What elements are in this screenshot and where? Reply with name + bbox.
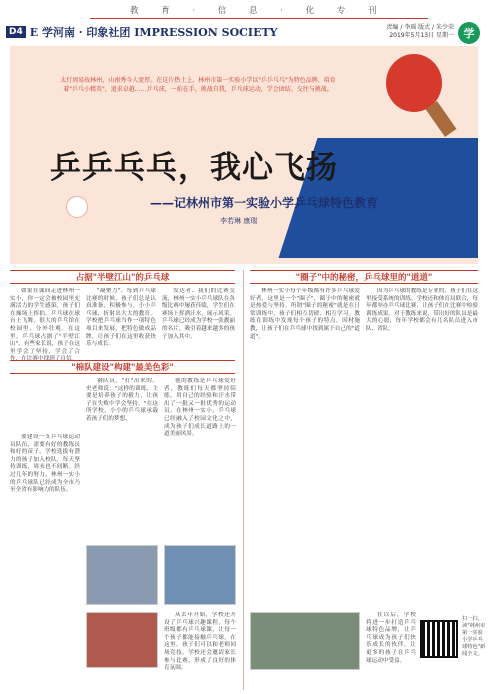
article3-text-1: 要建设一支乒乓球运动员队伍，需要有好的教练员和好的苗子。学校选拔有潜力的孩子加入校队，每天坚持训练，周末也不间断。经过几年的努力，林州一实小的乒乓球队已经成为全市乃至全省有影响力的队伍。 — [10, 434, 80, 494]
table-photo — [250, 612, 360, 670]
ping-pong-ball-icon — [66, 196, 88, 218]
article1-column-3 — [162, 288, 235, 358]
article-title-circle-secret: "圈子"中的秘密，乒乓球里的"道道" — [250, 270, 478, 284]
article3-text-4: 从去年开始，学校还开设了乒乓球兴趣课程，每个班级都有乒乓球课，让每一个孩子都能接触乒乓球。在这里，孩子们可以和老师同场竞技，学校还会邀请家长参与比赛，形成了良好的体育氛围。 — [164, 612, 236, 672]
hero-headline: 乒乒乓乓，我心飞扬 — [50, 150, 338, 186]
date-line: 2019年5月13日 星期一 — [389, 32, 454, 39]
team-photo — [86, 545, 158, 605]
article3-column-3 — [164, 378, 236, 538]
article3-column-1 — [10, 434, 80, 689]
article3-text-2: 钢队员，"打"出来的。史老师说："这样的训练，主要是培养孩子的毅力，让孩子在失败中学会坚持。"在这所学校，小小的乒乓球承载着孩子们的梦想。 — [86, 378, 158, 422]
masthead-band — [0, 0, 488, 22]
article1-text-2: "凝聚力"。每到乒乓球比赛的时候，孩子们总是认真准备、积极参与。小小乒乓球，折射出大大的教育。学校把乒乓球当作一项特色项目来发展，把特色做成品牌，让孩子们在这里收获快乐与成长。 — [86, 288, 156, 348]
article3-column-2 — [86, 378, 158, 538]
hero-byline: 李若琳 康瑞 — [220, 217, 258, 225]
column-divider — [243, 270, 244, 690]
match-photo — [86, 612, 158, 668]
article-title-half-country: 占据"半壁江山"的乒乓球 — [10, 270, 235, 284]
qr-caption: 扫一扫，读"林州市第一实验小学乒乓球特色"新闻全文。 — [462, 616, 486, 657]
paddle-handle-illustration — [426, 101, 457, 137]
article2-text-2: 因为乒乓球的教练是专业的，孩子们在这里接受系统的训练。学校还和体育局联合，每年都举办乒乓球比赛，让孩子们在比赛中检验训练成果。对于教练来说，带出好的队员是最大的心愿，每年学校都会有几名队员进入市队、省队。 — [366, 288, 478, 332]
qr-code-icon[interactable] — [420, 620, 458, 658]
article3-text-3: 他的教练是乒乓球爱好者，教练们每天都坚持陪练，用自己的经验和汗水带出了一批又一批优秀的运动员。在林州一实小，乒乓球已经融入了校园文化之中，成为孩子们成长道路上的一道美丽风景。 — [164, 378, 236, 438]
article2-column-2 — [366, 288, 478, 608]
article1-text-3: 发达者、我们的比赛交流，林州一实小乒乓球队在各级比赛中屡获佳绩，学生们在赛场上挥洒汗水，展示风采。乒乓球已经成为学校一张靓丽的名片，吸引着越来越多的孩子加入其中。 — [162, 288, 235, 340]
section-header — [6, 24, 278, 40]
training-photo — [164, 545, 236, 605]
article1-column-1 — [10, 288, 80, 428]
article2-column-1 — [250, 288, 360, 608]
article1-text-1: 如果在课间走进林州一实小，你一定会被校园里充满活力的学生感染，孩子们在操场上挥拍，乒乓球在球台上飞舞。很大的乒乓馆在校园里，分外壮观。在这里，乒乓球占据了"半壁江山"。有些家长说，孩子在这里学会了坚持，学会了合作，在比赛中找到了自信。 — [10, 288, 80, 363]
section-title: E 学河南 · 印象社团 IMPRESSION SOCIETY — [29, 26, 278, 39]
article2-text-3: 在以后，学校将进一步打造乒乓球特色品牌，让乒乓球成为孩子们快乐成长的伙伴，让更多的孩子在乒乓球运动中受益。 — [366, 612, 416, 664]
editor-line: 责编 / 李瑶 版式 / 朱少荣 — [386, 24, 454, 31]
article-title-team-building: "棉队建设"构建"最美色彩" — [10, 360, 235, 374]
page-number: D4 — [6, 26, 26, 38]
masthead-keywords: 教 育 · 信 息 · 化 专 刊 — [130, 6, 387, 16]
article2-column-3 — [366, 612, 416, 688]
masthead-rule — [90, 18, 428, 19]
article3-column-4 — [164, 612, 236, 688]
hero-subhead: ——记林州市第一实验小学乒乓球特色教育 — [150, 196, 379, 210]
publication-logo-icon: 学 — [458, 22, 480, 44]
hero-banner — [10, 46, 478, 264]
hero-intro: 太行周易故林州，山南秀今人宽厚。在这片热土上，林州市第一实验小学以"乒乒乓乓"为特色品牌，培育着"乒乓小精英"，追求卓越……乒乓球，一拍在手，挑战自我，乒乓球运动，学会团结、交往与挑战。 — [60, 77, 336, 93]
page-meta — [386, 24, 454, 40]
article2-text-1: 林州一实小每个年级都有许多乒乓球爱好者，这里是一个"圈子"，圈子中的秘密就是热爱与坚持。所谓"圈子的秘密"就是在日常训练中，孩子们相互切磋、相互学习。教练在训练中发现每个孩子的特点，因材施教，让孩子们在乒乓球中找到属于自己的"道道"。 — [250, 288, 360, 340]
